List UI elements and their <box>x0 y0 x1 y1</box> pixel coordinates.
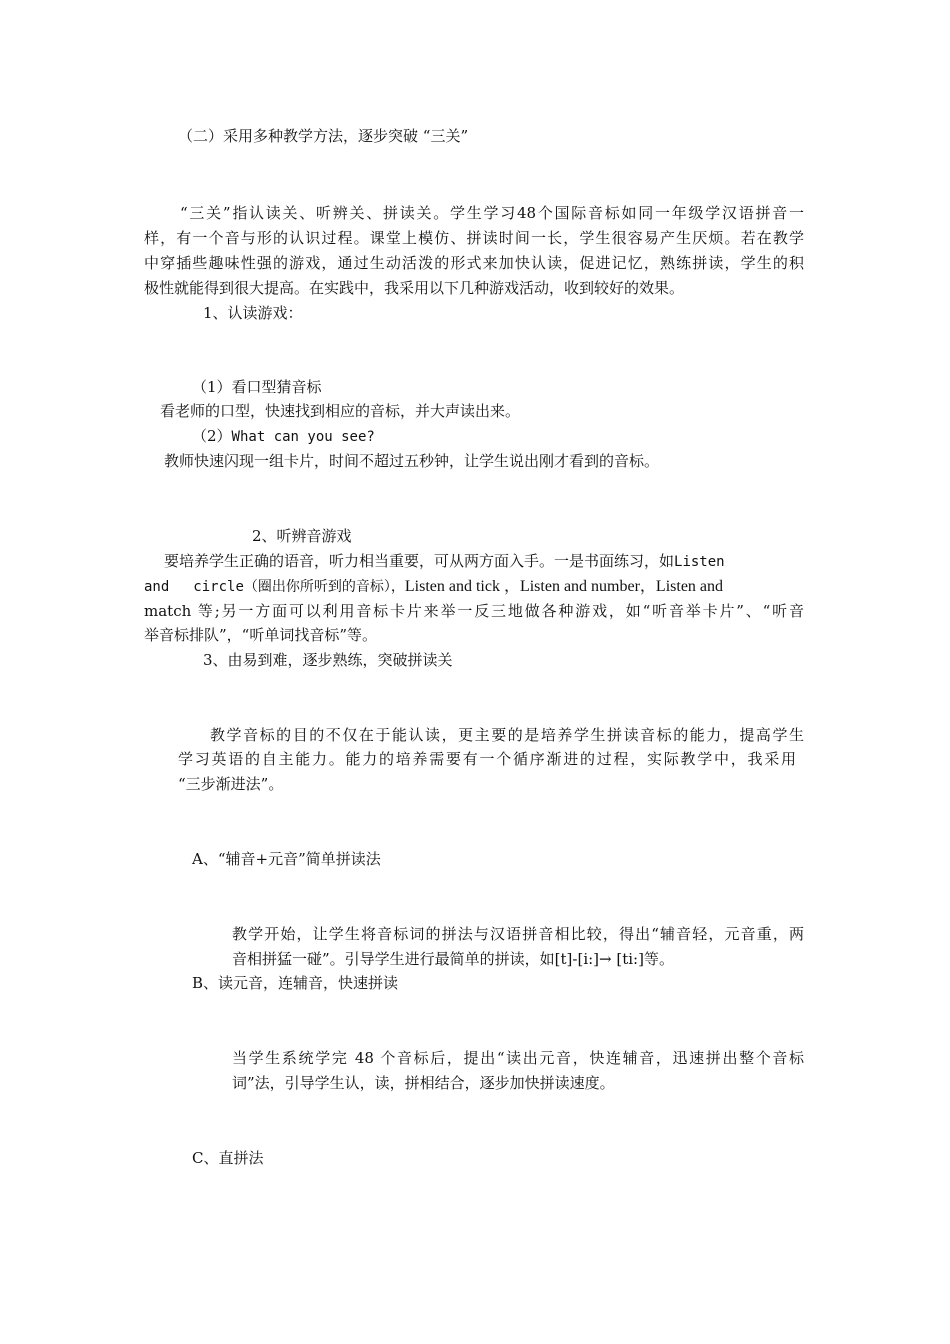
method-b-title: B、读元音，连辅音，快速拼读 <box>192 974 399 992</box>
sec1-item1-text: 看老师的口型，快速找到相应的音标，并大声读出来。 <box>160 402 521 420</box>
intro-line-1: “三关”指认读关、听辨关、拼读关。学生学习48个国际音标如同一年级学汉语拼音一 <box>180 204 804 222</box>
sec2-line-1-text: 要培养学生正确的语音，听力相当重要，可从两方面入手。一是书面练习，如 <box>164 552 675 570</box>
sec2-line-2-listen: Listen and tick ，Listen and number，Listen and <box>404 578 724 595</box>
sec1-item1-title: （1）看口型猜音标 <box>192 378 322 396</box>
section-heading: （二）采用多种教学方法，逐步突破 “三关” <box>178 127 469 145</box>
sec2-line-1-english: Listen <box>674 554 725 570</box>
sec1-item2-prefix: （2） <box>192 427 232 445</box>
sec2-line-3: match 等;另一方面可以利用音标卡片来举一反三地做各种游戏，如“听音举卡片”、“听音 <box>144 602 804 620</box>
method-b-line-2: 词”法，引导学生认，读，拼相结合，逐步加快拼读速度。 <box>232 1074 615 1092</box>
intro-line-2: 样，有一个音与形的认识过程。课堂上模仿、拼读时间一长，学生很容易产生厌烦。若在教学 <box>144 229 804 247</box>
sec3-para-line-3: “三步渐进法”。 <box>178 775 284 793</box>
sec1-item2-text: 教师快速闪现一组卡片，时间不超过五秒钟，让学生说出刚才看到的音标。 <box>164 452 660 470</box>
intro-line-4: 极性就能得到很大提高。在实践中，我采用以下几种游戏活动，收到较好的效果。 <box>144 279 685 297</box>
method-a-line-2: 音相拼猛一碰”。引导学生进行最简单的拼读，如[t]-[i:]→ [ti:]等。 <box>232 950 674 968</box>
intro-line-3: 中穿插些趣味性强的游戏，通过生动活泼的形式来加快认读，促进记忆，熟练拼读，学生的积 <box>144 254 804 272</box>
method-a-line-1: 教学开始，让学生将音标词的拼法与汉语拼音相比较，得出“辅音轻，元音重，两 <box>232 925 804 943</box>
sec2-line-2 <box>144 576 804 597</box>
sec3-title: 3、由易到难，逐步熟练，突破拼读关 <box>203 651 453 669</box>
sec2-line-1 <box>164 551 725 572</box>
sec2-line-2-and: and <box>144 579 170 595</box>
sec1-item2-english: What can you see? <box>231 429 375 445</box>
sec1-title: 1、认读游戏： <box>203 304 303 322</box>
method-b-line-1: 当学生系统学完 48 个音标后，提出“读出元音，快连辅音，迅速拼出整个音标 <box>232 1049 804 1067</box>
method-c-title: C、直拼法 <box>192 1149 264 1167</box>
sec2-line-4: 举音标排队”，“听单词找音标”等。 <box>144 626 378 644</box>
sec1-item2-title <box>192 426 375 447</box>
sec2-line-2-circle: circle（圈出你所听到的音标）， <box>193 579 405 595</box>
sec2-title: 2、听辨音游戏 <box>252 527 352 545</box>
sec3-para-line-2: 学习英语的自主能力。能力的培养需要有一个循序渐进的过程，实际教学中，我采用 <box>178 750 796 768</box>
method-a-title: A、“辅音+元音”简单拼读法 <box>192 850 381 868</box>
sec3-para-line-1: 教学音标的目的不仅在于能认读，更主要的是培养学生拼读音标的能力，提高学生 <box>210 726 804 744</box>
